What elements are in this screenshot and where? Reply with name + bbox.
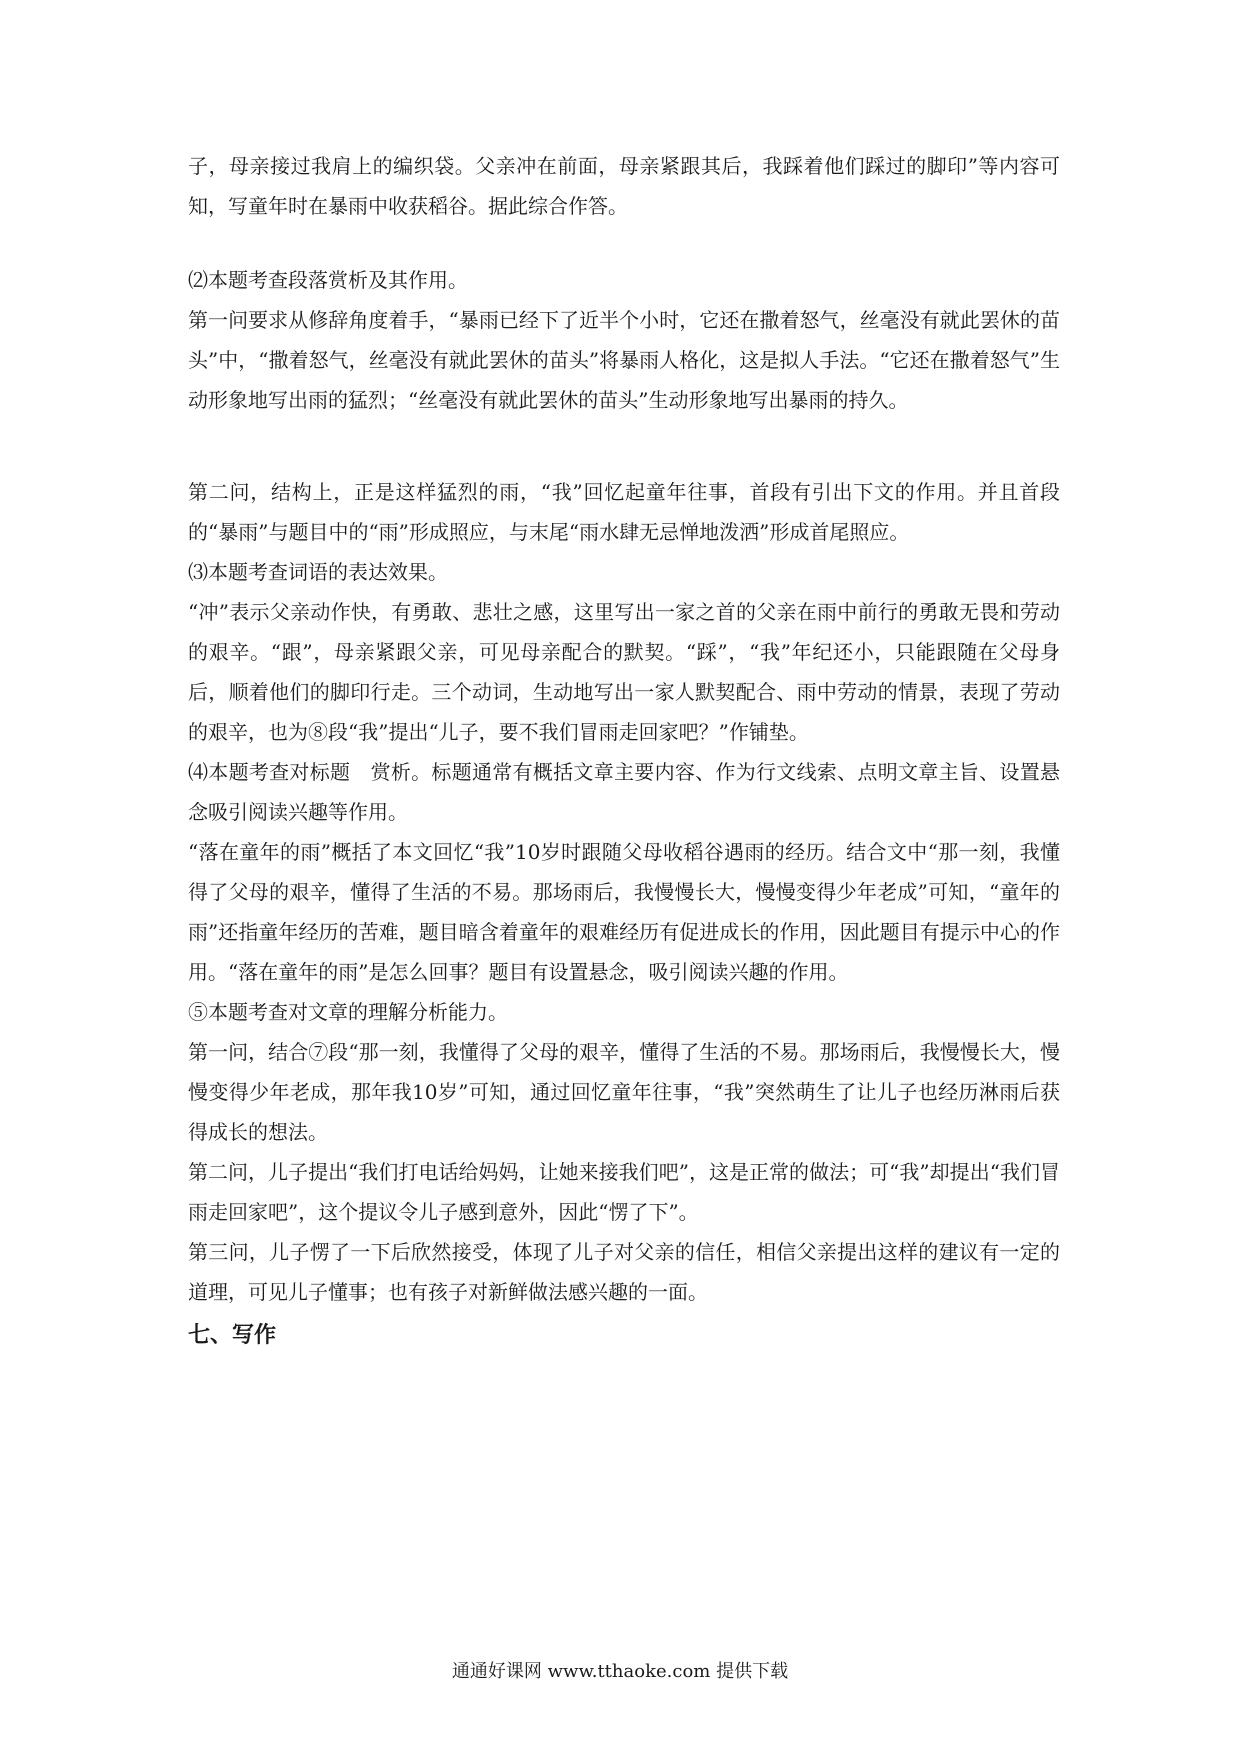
question-2-answer-part-1: 第一问要求从修辞角度着手，“暴雨已经下了近半个小时，它还在撒着怒气，丝毫没有就此罢休的苗头”中，“撒着怒气，丝毫没有就此罢休的苗头”将暴雨人格化，这是拟人手法。“它还在撒着怒气”生动形象地写出雨的猛烈；“丝毫没有就此罢休的苗头”生动形象地写出暴雨的持久。 [188,308,1060,412]
paragraph-continuation: 子，母亲接过我肩上的编织袋。父亲冲在前面，母亲紧跟其后，我踩着他们踩过的脚印”等内容可知，写童年时在暴雨中收获稻谷。据此综合作答。 [188,154,1060,218]
question-3-title: ⑶本题考查词语的表达效果。 [188,560,448,584]
section-heading-writing: 七、写作 [188,1323,277,1348]
question-5-answer-part-2: 第二问，儿子提出“我们打电话给妈妈，让她来接我们吧”，这是正常的做法；可“我”却提出“我们冒雨走回家吧”，这个提议令儿子感到意外，因此“愣了下”。 [188,1160,1060,1224]
question-4-answer: “落在童年的雨”概括了本文回忆“我”10岁时跟随父母收稻谷遇雨的经历。结合文中“那一刻，我懂得了父母的艰辛，懂得了生活的不易。那场雨后，我慢慢长大，慢慢变得少年老成”可知，“童年的雨”还指童年经历的苦难，题目暗含着童年的艰难经历有促进成长的作用，因此题目有提示中心的作用。“落在童年的雨”是怎么回事？题目有设置悬念，吸引阅读兴趣的作用。 [188,840,1060,984]
question-5-answer-part-3: 第三问，儿子愣了一下后欣然接受，体现了儿子对父亲的信任，相信父亲提出这样的建议有一定的道理，可见儿子懂事；也有孩子对新鲜做法感兴趣的一面。 [188,1240,1060,1304]
question-2-answer-part-2: 第二问，结构上，正是这样猛烈的雨，“我”回忆起童年往事，首段有引出下文的作用。并且首段的“暴雨”与题目中的“雨”形成照应，与末尾“雨水肆无忌惮地泼洒”形成首尾照应。 [188,480,1060,544]
question-5-answer-part-1: 第一问，结合⑦段“那一刻，我懂得了父母的艰辛，懂得了生活的不易。那场雨后，我慢慢长大，慢慢变得少年老成，那年我10岁”可知，通过回忆童年往事，“我”突然萌生了让儿子也经历淋雨后获得成长的想法。 [188,1040,1060,1144]
question-4-title: ⑷本题考查对标题 赏析。标题通常有概括文章主要内容、作为行文线索、点明文章主旨、设置悬念吸引阅读兴趣等作用。 [188,760,1060,824]
question-2-title: ⑵本题考查段落赏析及其作用。 [188,268,468,292]
document-body [188,146,1060,1358]
question-5-title: ⑤本题考查对文章的理解分析能力。 [188,1000,508,1024]
question-3-answer: “冲”表示父亲动作快，有勇敢、悲壮之感，这里写出一家之首的父亲在雨中前行的勇敢无畏和劳动的艰辛。“跟”，母亲紧跟父亲，可见母亲配合的默契。“踩”，“我”年纪还小，只能跟随在父母身后，顺着他们的脚印行走。三个动词，生动地写出一家人默契配合、雨中劳动的情景，表现了劳动的艰辛，也为⑧段“我”提出“儿子，要不我们冒雨走回家吧？”作铺垫。 [188,600,1060,744]
page-footer: 通通好课网 www.tthaoke.com 提供下载 [451,1661,789,1682]
